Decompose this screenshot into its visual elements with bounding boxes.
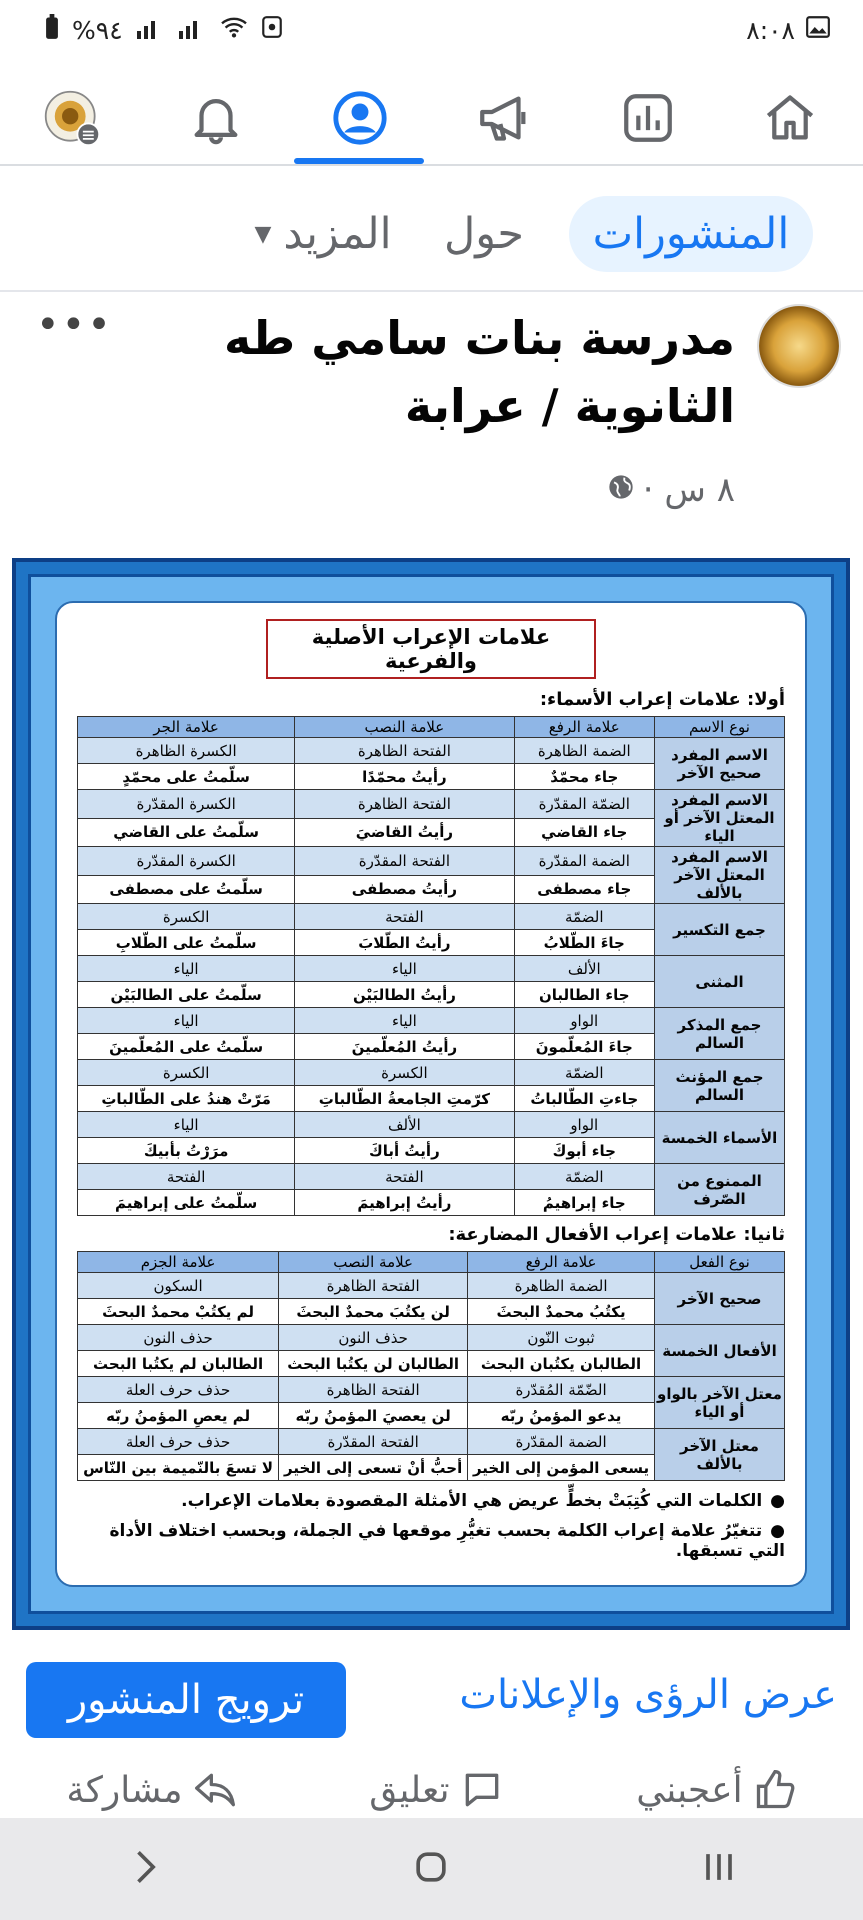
table-cell: لن يكتُبَ محمدٌ البحثَ	[279, 1299, 468, 1325]
table-cell: الكسرة	[295, 1060, 514, 1086]
table-cell: الضمة الظاهرة	[514, 738, 654, 764]
table-cell: جاء القاضي	[514, 818, 654, 847]
table-cell: الضمّة	[514, 1164, 654, 1190]
insights-link[interactable]: عرض الرؤى والإعلانات	[459, 1672, 837, 1718]
table-cell: سلّمتُ على المُعلّمينَ	[78, 1034, 295, 1060]
table-cell: الياء	[295, 1008, 514, 1034]
share-icon	[193, 1768, 237, 1812]
table-cell: جاء إبراهيمُ	[514, 1190, 654, 1216]
note-1: ● الكلمات التي كُتِبَتْ بخطٍّ عريض هي الأمثلة المقصودة بعلامات الإعراب.	[77, 1491, 785, 1511]
table-cell: جاءَ المُعلّمونَ	[514, 1034, 654, 1060]
row-type: جمع المذكر السالم	[655, 1008, 785, 1060]
table-cell: لم يعصِ المؤمنُ ربّه	[78, 1403, 279, 1429]
column-header: نوع الاسم	[655, 717, 785, 738]
tab-more-label: المزيد	[283, 209, 392, 259]
table-cell: مَرّتْ هندُ على الطّالباتِ	[78, 1086, 295, 1112]
table-cell: رأيتُ محمّدًا	[295, 764, 514, 790]
row-type: معتل الآخر بالألف	[655, 1429, 785, 1481]
column-header: علامة الجزم	[78, 1252, 279, 1273]
wifi-icon	[219, 15, 249, 45]
comment-button[interactable]	[369, 1760, 503, 1820]
table-cell: رأيتُ أباكَ	[295, 1138, 514, 1164]
status-right	[746, 14, 831, 46]
table-cell: الضمّة	[514, 904, 654, 930]
like-button[interactable]	[636, 1760, 796, 1820]
column-header: علامة النصب	[295, 717, 514, 738]
table-cell: جاء مصطفى	[514, 875, 654, 904]
note-2: ● تتغيّرُ علامة إعراب الكلمة بحسب تغيُّرِ موقعها في الجملة، وبحسب اختلاف الأداة التي تسبقها.	[77, 1521, 785, 1561]
section-nouns-heading: أولا: علامات إعراب الأسماء:	[539, 689, 785, 710]
table-row	[78, 738, 785, 764]
more-options-icon[interactable]: •••	[36, 302, 113, 348]
status-time: ٨:٠٨	[746, 15, 795, 45]
table-cell: جاءتِ الطّالباتُ	[514, 1086, 654, 1112]
table-cell: رأيتُ إبراهيمَ	[295, 1190, 514, 1216]
table-row	[78, 904, 785, 930]
table-row	[78, 1060, 785, 1086]
column-header: علامة الجر	[78, 717, 295, 738]
table-cell: رأيتُ الطّلابَ	[295, 930, 514, 956]
promote-button[interactable]: ترويج المنشور	[26, 1662, 346, 1738]
table-cell: الضمّة	[514, 1060, 654, 1086]
tab-posts[interactable]: المنشورات	[569, 196, 813, 272]
profile-tabs	[0, 168, 863, 292]
table-cell: الضمة المقدّرة	[514, 847, 654, 876]
row-type: جمع المؤنث السالم	[655, 1060, 785, 1112]
table-cell: السكون	[78, 1273, 279, 1299]
row-type: الأسماء الخمسة	[655, 1112, 785, 1164]
post-header	[0, 294, 863, 544]
table-cell: جاء أبوكَ	[514, 1138, 654, 1164]
table-cell: الفتحة المقدّرة	[279, 1429, 468, 1455]
table-cell: الفتحة الظاهرة	[279, 1273, 468, 1299]
share-button[interactable]	[66, 1760, 236, 1820]
table-cell: أحبُّ أنْ تسعى إلى الخير	[279, 1455, 468, 1481]
table-cell: جاء محمّدٌ	[514, 764, 654, 790]
table-row	[78, 1273, 785, 1299]
comment-label: تعليق	[369, 1769, 450, 1811]
like-label: أعجبني	[636, 1769, 743, 1811]
verbs-table-header	[78, 1252, 785, 1273]
table-cell: لم يكتُبْ محمدٌ البحثَ	[78, 1299, 279, 1325]
column-header: علامة الرفع	[514, 717, 654, 738]
table-cell: الياء	[78, 956, 295, 982]
row-type: الأفعال الخمسة	[655, 1325, 785, 1377]
table-cell: يسعى المؤمن إلى الخير	[468, 1455, 655, 1481]
post-time: ٨ س ·	[642, 470, 735, 510]
profile-icon[interactable]	[320, 78, 400, 158]
column-header: علامة الرفع	[468, 1252, 655, 1273]
table-cell: حذف النون	[78, 1325, 279, 1351]
table-cell: حذف النون	[279, 1325, 468, 1351]
table-row	[78, 1325, 785, 1351]
table-cell: الكسرة المقدّرة	[78, 790, 295, 819]
table-cell: الفتحة	[295, 1164, 514, 1190]
post-actions	[0, 1650, 863, 1760]
table-row	[78, 790, 785, 819]
table-cell: الألف	[295, 1112, 514, 1138]
caret-down-icon: ▼	[254, 221, 272, 247]
comment-icon	[460, 1768, 504, 1812]
post-image[interactable]	[12, 558, 850, 1630]
verbs-table-body	[78, 1273, 785, 1481]
table-cell: لا تسعَ بالنّميمة بين النّاس	[78, 1455, 279, 1481]
tab-about[interactable]: حول	[443, 209, 525, 259]
table-row	[78, 847, 785, 876]
page-avatar[interactable]	[757, 304, 841, 388]
page-avatar-menu[interactable]	[32, 78, 112, 158]
table-cell: سلّمتُ على الطالبَيْن	[78, 982, 295, 1008]
bell-icon[interactable]	[176, 78, 256, 158]
app-icon	[261, 15, 283, 45]
nouns-table-header	[78, 717, 785, 738]
table-cell: الفتحة الظاهرة	[279, 1377, 468, 1403]
table-cell: الألف	[514, 956, 654, 982]
battery-level: %٩٤	[72, 15, 123, 45]
table-row	[78, 1112, 785, 1138]
table-row	[78, 1377, 785, 1403]
table-cell: رأيتُ الطالبَيْن	[295, 982, 514, 1008]
table-cell: يدعو المؤمنُ ربّه	[468, 1403, 655, 1429]
row-type: المثنى	[655, 956, 785, 1008]
table-row	[78, 1164, 785, 1190]
table-row	[78, 1008, 785, 1034]
tab-more[interactable]	[223, 196, 423, 272]
table-cell: ثبوت النّون	[468, 1325, 655, 1351]
table-cell: الفتحة	[78, 1164, 295, 1190]
home-icon[interactable]	[750, 78, 830, 158]
table-cell: جاءَ الطّلابُ	[514, 930, 654, 956]
status-left	[44, 14, 283, 46]
status-bar	[0, 0, 863, 62]
table-cell: جاء الطالبان	[514, 982, 654, 1008]
share-label: مشاركة	[66, 1769, 183, 1811]
reaction-bar	[0, 1760, 863, 1820]
top-navigation	[0, 62, 863, 166]
table-cell: الطالبان يكتُبان البحث	[468, 1351, 655, 1377]
insights-icon[interactable]	[608, 78, 688, 158]
home-button-icon[interactable]	[409, 1845, 453, 1893]
table-cell: الفتحة	[295, 904, 514, 930]
megaphone-icon[interactable]	[464, 78, 544, 158]
table-cell: الضمة المقدّرة	[468, 1429, 655, 1455]
table-cell: سلّمتُ على إبراهيمَ	[78, 1190, 295, 1216]
document-card	[55, 601, 807, 1587]
recents-icon[interactable]	[697, 1845, 741, 1893]
table-cell: الطالبان لن يكتُبا البحث	[279, 1351, 468, 1377]
table-cell: الكسرة المقدّرة	[78, 847, 295, 876]
row-type: الاسم المفرد المعتل الآخر أو الياء	[655, 790, 785, 847]
section-verbs-heading: ثانيا: علامات إعراب الأفعال المضارعة:	[448, 1224, 785, 1245]
active-tab-indicator	[294, 158, 424, 164]
verbs-table	[77, 1251, 785, 1481]
table-cell: رأيتُ المُعلّمينَ	[295, 1034, 514, 1060]
table-cell: الكسرة الظاهرة	[78, 738, 295, 764]
row-type: الاسم المفرد المعتل الآخر بالألف	[655, 847, 785, 904]
table-cell: كرّمتِ الجامعةُ الطّالباتِ	[295, 1086, 514, 1112]
table-cell: لن يعصيَ المؤمنُ ربّه	[279, 1403, 468, 1429]
row-type: الاسم المفرد صحيح الآخر	[655, 738, 785, 790]
nouns-table-body	[78, 738, 785, 1216]
back-icon[interactable]	[122, 1845, 166, 1893]
table-cell: الفتحة الظاهرة	[295, 790, 514, 819]
column-header: علامة النصب	[279, 1252, 468, 1273]
table-cell: الكسرة	[78, 1060, 295, 1086]
column-header: نوع الفعل	[655, 1252, 785, 1273]
signal-icon	[135, 16, 165, 45]
page-name[interactable]: مدرسة بنات سامي طه الثانوية / عرابة	[223, 311, 735, 433]
post-meta	[607, 470, 735, 510]
thumbs-up-icon	[753, 1768, 797, 1812]
row-type: معتل الآخر بالواو أو الياء	[655, 1377, 785, 1429]
table-cell: الطالبان لم يكتُبا البحث	[78, 1351, 279, 1377]
document-title: علامات الإعراب الأصلية والفرعية	[266, 619, 596, 679]
table-cell: يكتُبُ محمدٌ البحثَ	[468, 1299, 655, 1325]
table-cell: الواو	[514, 1112, 654, 1138]
table-cell: سلّمتُ على محمّدٍ	[78, 764, 295, 790]
table-cell: الكسرة	[78, 904, 295, 930]
table-cell: رأيتُ مصطفى	[295, 875, 514, 904]
table-row	[78, 1429, 785, 1455]
row-type: جمع التكسير	[655, 904, 785, 956]
table-cell: الفتحة المقدّرة	[295, 847, 514, 876]
image-frame	[28, 574, 834, 1614]
table-row	[78, 956, 785, 982]
globe-icon	[607, 470, 635, 510]
table-cell: مرَرْتُ بأبيكَ	[78, 1138, 295, 1164]
system-navigation	[0, 1818, 863, 1920]
nouns-table	[77, 716, 785, 1216]
table-cell: الضمة الظاهرة	[468, 1273, 655, 1299]
battery-icon	[44, 14, 60, 46]
gallery-icon	[805, 14, 831, 46]
table-cell: حذف حرف العلة	[78, 1429, 279, 1455]
table-cell: الضّمّة المُقدّرة	[468, 1377, 655, 1403]
table-cell: سلّمتُ على مصطفى	[78, 875, 295, 904]
table-cell: الفتحة الظاهرة	[295, 738, 514, 764]
table-cell: سلّمتُ على القاضي	[78, 818, 295, 847]
table-cell: سلّمتُ على الطّلابِ	[78, 930, 295, 956]
table-cell: الواو	[514, 1008, 654, 1034]
table-cell: رأيتُ القاضيَ	[295, 818, 514, 847]
table-cell: الياء	[78, 1008, 295, 1034]
signal-icon-2	[177, 16, 207, 45]
table-cell: حذف حرف العلة	[78, 1377, 279, 1403]
table-cell: الضمّة المقدّرة	[514, 790, 654, 819]
table-cell: الياء	[78, 1112, 295, 1138]
row-type: الممنوع من الصّرف	[655, 1164, 785, 1216]
row-type: صحيح الآخر	[655, 1273, 785, 1325]
table-cell: الياء	[295, 956, 514, 982]
